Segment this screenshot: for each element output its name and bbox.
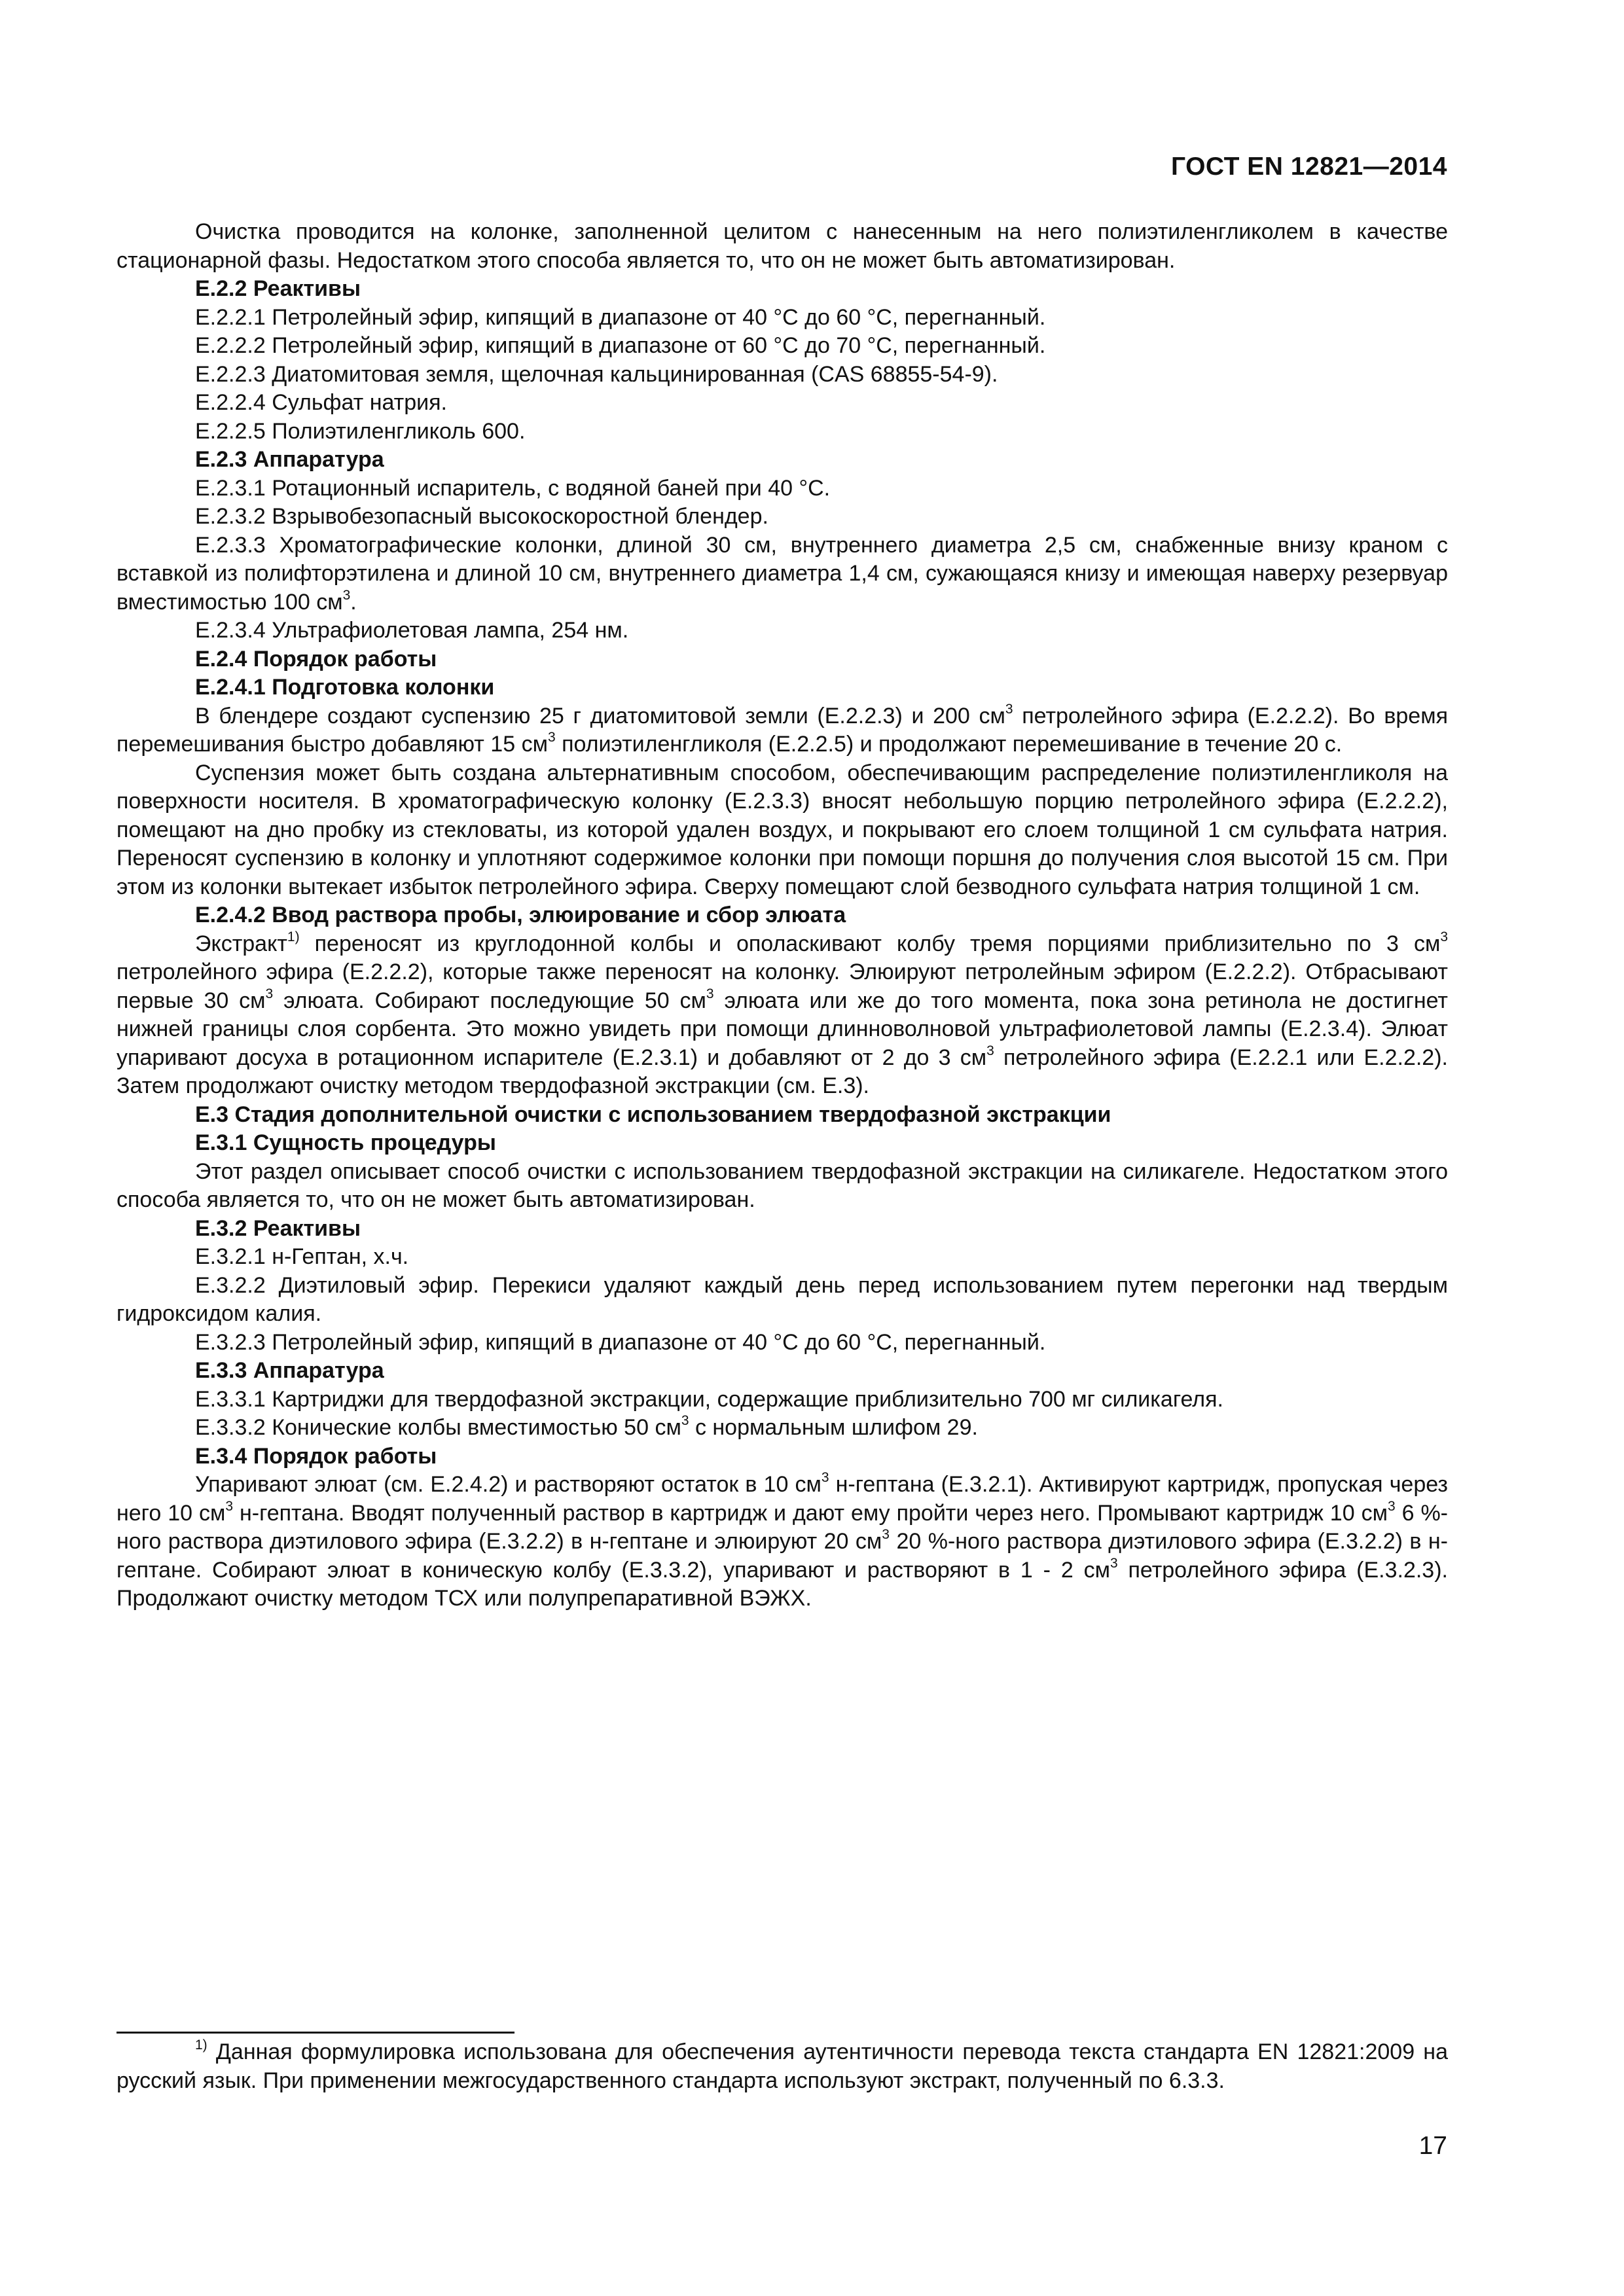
subsection-heading: Е.3.3 Аппаратура <box>195 1358 384 1383</box>
text-run: петролейного эфира (Е.2.2.2). Во время перемешивания быстро добавляют 15 см <box>117 703 1448 757</box>
list-item: Е.2.2.5 Полиэтиленгликоль 600. <box>195 418 526 444</box>
footnote-divider <box>117 2032 514 2034</box>
list-item <box>117 1414 1448 1443</box>
text-run: петролейного эфира (Е.2.2.2), которые также переносят на колонку. Элюируют петролейным эфиром (Е.2.2.2). Отбрасывают первые 30 см <box>117 960 1448 1013</box>
paragraph <box>117 702 1448 759</box>
list-item: Е.3.3.1 Картриджи для твердофазной экстракции, содержащие приблизительно 700 мг силикагеля. <box>195 1386 1223 1412</box>
superscript: 3 <box>1005 701 1013 717</box>
document-body <box>117 218 1448 1613</box>
superscript: 3 <box>225 1498 234 1514</box>
superscript: 3 <box>547 730 556 745</box>
text-run: полиэтиленгликоля (Е.2.2.5) и продолжают перемешивание в течение 20 с. <box>555 732 1343 757</box>
list-item: Е.3.2.2 Диэтиловый эфир. Перекиси удаляют каждый день перед использованием путем перегонки над твердым гидроксидом калия. <box>117 1272 1448 1326</box>
section-heading: Е.2.2 Реактивы <box>195 276 361 301</box>
superscript: 3 <box>706 986 714 1001</box>
text-run: н-гептана. Вводят полученный раствор в картридж и дают ему пройти через него. Промывают картридж 10 см <box>233 1500 1388 1526</box>
paragraph: Этот раздел описывает способ очистки с использованием твердофазной экстракции на силикагеле. Недостатком этого способа является то, что он не может быть автоматизирован. <box>117 1158 1448 1212</box>
paragraph <box>117 930 1448 1101</box>
text-run: Е.3.3.2 Конические колбы вместимостью 50 см <box>195 1415 681 1440</box>
text-run: элюата. Собирают последующие 50 см <box>273 988 706 1013</box>
text-run: 20 %-ного раствора диэтилового эфира (Е.3.2.2) в н-гептане. Собирают элюат в коническую колбу (Е.3.3.2), упаривают и растворяют в 1 - 2 см <box>117 1529 1448 1583</box>
list-item: Е.2.2.1 Петролейный эфир, кипящий в диапазоне от 40 °С до 60 °С, перегнанный. <box>195 304 1046 330</box>
section-heading: Е.3 Стадия дополнительной очистки с использованием твердофазной экстракции <box>195 1102 1111 1127</box>
footnote-ref: 1) <box>287 929 300 944</box>
subsection-heading: Е.3.2 Реактивы <box>195 1215 361 1241</box>
paragraph: Суспензия может быть создана альтернативным способом, обеспечивающим распределение полиэтиленгликоля на поверхности носителя. В хроматографическую колонку (Е.2.3.3) вносят небольшую порцию петролейного эфира (Е.2.2.2), помещают на дно пробку из стекловаты, из которой удален воздух, и покрывают его слоем толщиной 1 см сульфата натрия. Переносят суспензию в колонку и уплотняют содержимое колонки при помощи поршня до получения слоя высотой 15 см. При этом из колонки вытекает избыток петролейного эфира. Сверху помещают слой безводного сульфата натрия толщиной 1 см. <box>117 760 1448 899</box>
footnote <box>117 2038 1448 2095</box>
section-heading: Е.2.3 Аппаратура <box>195 447 384 472</box>
superscript: 3 <box>986 1043 994 1058</box>
list-item: Е.3.2.1 н-Гептан, х.ч. <box>195 1244 409 1269</box>
superscript: 3 <box>1387 1498 1396 1514</box>
superscript: 3 <box>681 1413 689 1428</box>
list-item: Е.2.3.4 Ультрафиолетовая лампа, 254 нм. <box>195 618 629 643</box>
text-run: Экстракт <box>195 931 287 956</box>
footnote-mark: 1) <box>195 2037 208 2053</box>
superscript: 3 <box>265 986 274 1001</box>
superscript: 3 <box>821 1470 829 1485</box>
paragraph <box>117 1471 1448 1613</box>
text-run: 6 %-ного раствора диэтилового эфира (Е.3.2.2) в н-гептане и элюируют 20 см <box>117 1500 1448 1554</box>
text-run: петролейного эфира (Е.2.2.1 или Е.2.2.2). Затем продолжают очистку методом твердофазной экстракции (см. Е.3). <box>117 1045 1448 1098</box>
list-item: Е.2.3.1 Ротационный испаритель, с водяной баней при 40 °С. <box>195 475 831 501</box>
list-item: Е.2.3.2 Взрывобезопасный высокоскоростной блендер. <box>195 504 768 529</box>
list-item: Е.3.2.3 Петролейный эфир, кипящий в диапазоне от 40 °С до 60 °С, перегнанный. <box>195 1329 1046 1355</box>
paragraph: Очистка проводится на колонке, заполненной целитом с нанесенным на него полиэтиленгликолем в качестве стационарной фазы. Недостатком этого способа является то, что он не может быть автоматизирован. <box>117 219 1448 273</box>
text-run: переносят из круглодонной колбы и ополаскивают колбу тремя порциями приблизительно по 3 см <box>299 931 1441 956</box>
text-run: Упаривают элюат (см. Е.2.4.2) и растворяют остаток в 10 см <box>195 1472 821 1497</box>
page-number: 17 <box>1418 2132 1447 2160</box>
document-header: ГОСТ EN 12821—2014 <box>1170 152 1447 181</box>
superscript: 3 <box>882 1527 890 1542</box>
text-run: Е.2.3.3 Хроматографические колонки, длиной 30 см, внутреннего диаметра 2,5 см, снабженные внизу краном с вставкой из полифторэтилена и длиной 10 см, внутреннего диаметра 1,4 см, сужающаяся книзу и имеющая наверху резервуар вместимостью 100 см <box>117 532 1448 615</box>
subsection-heading: Е.2.4.1 Подготовка колонки <box>195 675 495 700</box>
list-item <box>117 531 1448 617</box>
superscript: 3 <box>342 587 351 603</box>
subsection-heading: Е.3.4 Порядок работы <box>195 1443 437 1469</box>
superscript: 3 <box>1440 929 1448 944</box>
subsection-heading: Е.3.1 Сущность процедуры <box>195 1130 496 1155</box>
list-item: Е.2.2.3 Диатомитовая земля, щелочная кальцинированная (CAS 68855-54-9). <box>195 361 998 387</box>
text-run: с нормальным шлифом 29. <box>689 1415 978 1440</box>
text-run: В блендере создают суспензию 25 г диатомитовой земли (Е.2.2.3) и 200 см <box>195 703 1005 728</box>
section-heading: Е.2.4 Порядок работы <box>195 646 437 672</box>
text-run: элюата или же до того момента, пока зона ретинола не достигнет нижней границы слоя сорбента. Это можно увидеть при помощи длинноволновой ультрафиолетовой лампы (Е.2.3.4). Элюат упаривают досуха в ротационном испарителе (Е.2.3.1) и добавляют от 2 до 3 см <box>117 988 1448 1070</box>
text-run: петролейного эфира (Е.3.2.3). Продолжают очистку методом ТСХ или полупрепаративной ВЭЖХ. <box>117 1557 1448 1611</box>
text-run: н-гептана (Е.3.2.1). Активируют картридж, пропуская через него 10 см <box>117 1472 1448 1526</box>
subsection-heading: Е.2.4.2 Ввод раствора пробы, элюирование и сбор элюата <box>195 903 846 927</box>
list-item: Е.2.2.2 Петролейный эфир, кипящий в диапазоне от 60 °С до 70 °С, перегнанный. <box>195 333 1046 358</box>
footnote-text: Данная формулировка использована для обеспечения аутентичности перевода текста стандарта EN 12821:2009 на русский язык. При применении межгосударственного стандарта используют экстракт, полученный по 6.3.3. <box>117 2039 1448 2093</box>
text-run: . <box>350 589 357 615</box>
superscript: 3 <box>1110 1555 1118 1571</box>
list-item: Е.2.2.4 Сульфат натрия. <box>195 390 447 415</box>
